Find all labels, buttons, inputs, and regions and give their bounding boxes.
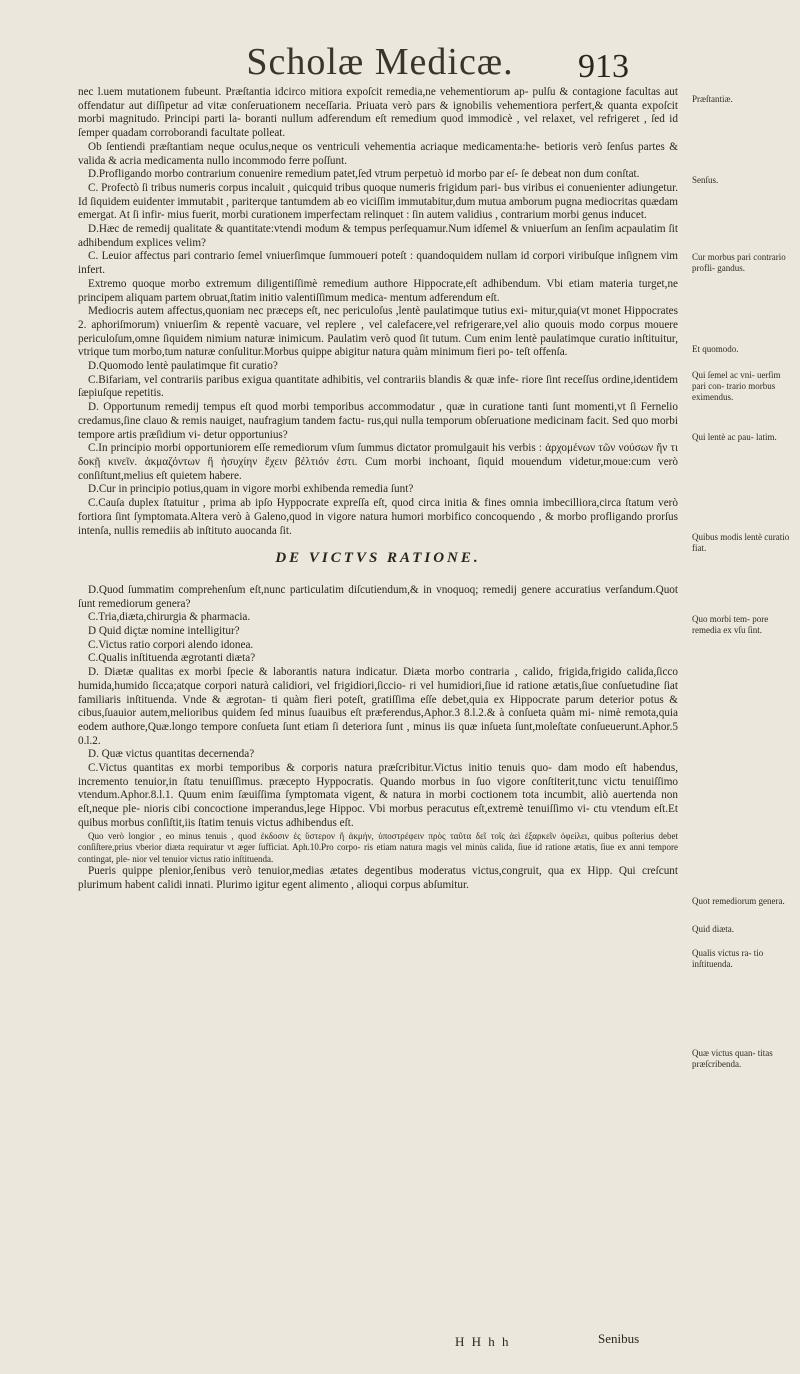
paragraph: D. Opportunum remedij tempus eſt quod morbi temporibus accommodatur , quæ in curatione tanti ſunt momenti,vt ſi Fernelio credamus,ſine clauo & remis nauiget, naufragium tandem factu- rus,qui nulla temporum obſeruatione medicinam facit. Sed quo morbi tempore artis præſidium vi- detur opportunius? xyxy=(78,401,678,441)
catchword: Senibus xyxy=(598,1331,640,1346)
margin-note: Et quomodo. xyxy=(692,344,739,354)
paragraph: D.Hæc de remedij qualitate & quantitate:vtendi modum & tempus perſequamur.Num idſemel & vniuerſum an ſenſim acpaulatim ſit adhibendum explices velim? xyxy=(78,223,678,249)
margin-note: Qui ſemel ac vni- uerſim pari con- trario morbus eximendus. xyxy=(692,370,781,402)
margin-note: Quo morbi tem- pore remedia ex vſu ſint. xyxy=(692,614,769,635)
paragraph: Pueris quippe plenior,ſenibus verò tenuior,medias ætates degentibus moderatus victus,congruit, qua ex Hipp. Qui creſcunt plurimum habent calidi innati. Plurimo igitur egent alimento , alioqui corpus abſumitur. xyxy=(78,865,678,891)
margin-note: Qualis victus ra- tio inſtituenda. xyxy=(692,948,764,969)
paragraph: D.Quomodo lentè paulatimque fit curatio? xyxy=(88,360,278,373)
paragraph: C.Qualis inſtituenda ægrotanti diæta? xyxy=(88,652,256,665)
paragraph: C.Bifariam, vel contrariis paribus exigua quantitate adhibitis, vel contrariis blandis & quæ infe- riore ſint receſſus ordine,identidem ſæpiuſque repetitis. xyxy=(78,373,678,400)
paragraph: D.Quod ſummatim comprehenſum eſt,nunc particulatim diſcutiendum,& in vnoquoq; remedij genere accuratius verſandum.Quot ſunt remediorum genera? xyxy=(78,583,678,610)
paragraph: C.In principio morbi opportuniorem eſſe remediorum vſum ſummus dictator promulgauit his verbis : ἀρχομένων τῶν νούσων ἤν τι δοκῇ κινεῖν. ἀκμαζόντων ἢ ἡσυχίην ἔχειν βέλτιόν ἐστι. Cum morbi inchoant, ſiquid mouendum videtur,moue:cum verò conſiſtunt,melius eſt quietem habere. xyxy=(78,442,678,482)
paragraph: nec l.uem mutationem fubeunt. Præſtantia idcirco mitiora expoſcit remedia,ne vehementiorum ap- pulſu & contagione facultas aut offendatur aut diſſipetur ad vitæ conſeruationem neceſſaria. Priuata verò pars & ignobilis vehementiora perfert,& quanta expoſcit morbi magnitudo. Principi parti la- boranti nullum adferendum eſt remedium quod immodicè , vel relaxet, vel refrigeret , ſed id ſemper quadam corroborandi facultate polleat. xyxy=(78,86,678,140)
margin-note: Cur morbus pari contrario profli- gandus. xyxy=(692,252,786,273)
paragraph: Quo verò longior , eo minus tenuis , quod ἐκδοσιν ἐς ὕστερον ἢ ἀκμήν, ὑποστρέφειν πρὸς ταῦτα δεῖ τοῖς ἀεὶ ἐξαρκεῖν ὀφείλει, quibus poſterius debet conſiſtere,prius vberior diæta requiratur vt æger ſufficiat. Aph.10.Pro corpo- ris etiam natura magis vel minùs calida, ſiue id ratione ætatis, ſiue ex anni tempore contingat, ple- nior vel tenuior victus ratio inſtituenda. xyxy=(78,830,678,864)
margin-note: Senſus. xyxy=(692,175,719,185)
margin-note: Præſtantiæ. xyxy=(692,94,733,104)
paragraph: D. Diætæ qualitas ex morbi ſpecie & laborantis natura indicatur. Diæta morbo contraria , calido, frigida,frigido calida,ſicco humida,humido ſicca;atque corpori naturà calidiori, vel frigidiori,ſiccio- ri vel humidiori,ſiue id ratione ætatis,ſiue conſuetudine ſiat familiaris inſtituenda. Vnde & ægrotan- ti quàm fieri poteſt, gratiſſima eſſe debet,quia ex Hippocrate parum deterior potus & cibus,ſuauior autem,melioribus quidem ſed minus ſuauibus eſt præferendus,Aphor.3 8.l.2.& à conſueta quàm mi- nimè remota,quia eodem authore,Quæ.longo tempore conſueta ſunt etiam ſi deteriora ſunt , minus iis quæ inſueta ſunt,moleſtate conſueuerunt.Aphor.5 0.l.2. xyxy=(78,666,678,747)
margin-note: Quibus modis lentè curatio fiat. xyxy=(692,532,790,553)
paragraph: C. Leuior affectus pari contrario ſemel vniuerſimque ſummoueri poteſt : quandoquidem nullam id corpori viribuſque inſignem vim infert. xyxy=(78,250,678,277)
margin-note: Quot remediorum genera. xyxy=(692,896,785,906)
signature-mark: H H h h xyxy=(455,1334,511,1349)
paragraph: C.Victus quantitas ex morbi temporibus & corporis natura præſcribitur.Victus initio tenuis quo- dam modo eſt habendus, incremento tenuior,in ſtatu tenuiſſimus. præcepto Hyppocratis. Quando morbus in ſuo vigore conſtiterit,tunc victu tenuiſſimo vtendum.Aphor.8.l.1. Quum enim ſæuiſſima ſymptomata vigent, & natura in morbi coctionem tota incumbit, aliò auertenda non eſt,neque ple- nioris cibi concoctione imperandus,lege Hippoc. Vbi morbus peracutus eſt,extremè tenuiſſimo vi- ctu vtendum eſt.Et quibus morbus conſiſtit,iis ſtatim tenuis victus adhibendus eſt. xyxy=(78,762,678,829)
running-title: Scholæ Medicæ. xyxy=(246,41,514,83)
margin-note: Qui lentè ac pau- latim. xyxy=(692,432,777,442)
paragraph: C.Victus ratio corpori alendo idonea. xyxy=(88,638,254,651)
paragraph: C.Cauſa duplex ſtatuitur , prima ab ipſo Hyppocrate expreſſa eſt, quod circa initia & fines omnia imbecilliora,circa ſtatum verò fortiora ſint ſymptomata.Altera verò à Galeno,quod in vigore natura humori morbifico concoquendo , & morbo profligando prorſus intenſa, nullis remediis ab inſtituto auocanda ſit. xyxy=(78,497,678,537)
paragraph: D Quid diçtæ nomine intelligitur? xyxy=(88,625,240,638)
page-number: 913 xyxy=(578,48,629,85)
paragraph: Extremo quoque morbo extremum diligentiſſimè remedium authore Hippocrate,eſt adhibendum. Vbi etiam materia turget,ne principem aliquam partem obruat,ſtatim initio valentiſſimum medica- mentum adferendum eſt. xyxy=(78,277,678,304)
paragraph: D.Profligando morbo contrarium conuenire remedium patet,ſed vtrum perpetuò id morbo par eſ- ſe debeat non dum conſtat. xyxy=(88,168,640,181)
paragraph: Mediocris autem affectus,quoniam nec præceps eſt, nec periculoſus ,lentè paulatimque tutius exi- mitur,quia(vt monet Hippocrates 2. aphoriſmorum) vniuerſim & repentè vacuare, vel replere , vel calefacere,vel refrigerare,vel alio quouis modo corpus mouere periculoſum,omne ſiquidem nimium naturæ inimicum. Paulatim verò quod ſit tutum. Cum enim lentè paulatimque curatio inſtituitur, vtrique tum morbo,tum naturæ conſulitur.Morbus quippe abigitur natura quàm minimum fieri po- teſt offenſa. xyxy=(78,305,678,359)
margin-note: Quæ victus quan- titas præſcribenda. xyxy=(692,1048,773,1069)
paragraph: D.Cur in principio potius,quam in vigore morbi exhibenda remedia ſunt? xyxy=(88,483,414,496)
paragraph: C. Profectò ſi tribus numeris corpus incaluit , quicquid tribus quoque numeris frigidum pari- bus viribus ei conuenienter adiungetur. Id ſiquidem euidenter immutabit , pariterque tantumdem ab eo viciſſim immutabitur,dum mutua amborum pugna mediocritas quædam emergat. At ſi infir- mius fuerit, morbi curationem imperfectam relinquet : ſin autem validius , contrarium morbi genus inducet. xyxy=(78,181,678,222)
paragraph: D. Quæ victus quantitas decernenda? xyxy=(88,748,255,761)
paragraph: C.Tria,diæta,chirurgia & pharmacia. xyxy=(88,611,251,624)
section-heading: DE VICTVS RATIONE. xyxy=(275,550,481,567)
main-text-column xyxy=(78,86,678,892)
margin-note: Quid diæta. xyxy=(692,924,734,934)
paragraph: Ob ſentiendi præſtantiam neque oculus,neque os ventriculi vehementia acriaque medicamenta:he- betioris verò ſenſus partes & valida & acria medicamenta nullo incommodo ferre poſſunt. xyxy=(78,140,678,167)
